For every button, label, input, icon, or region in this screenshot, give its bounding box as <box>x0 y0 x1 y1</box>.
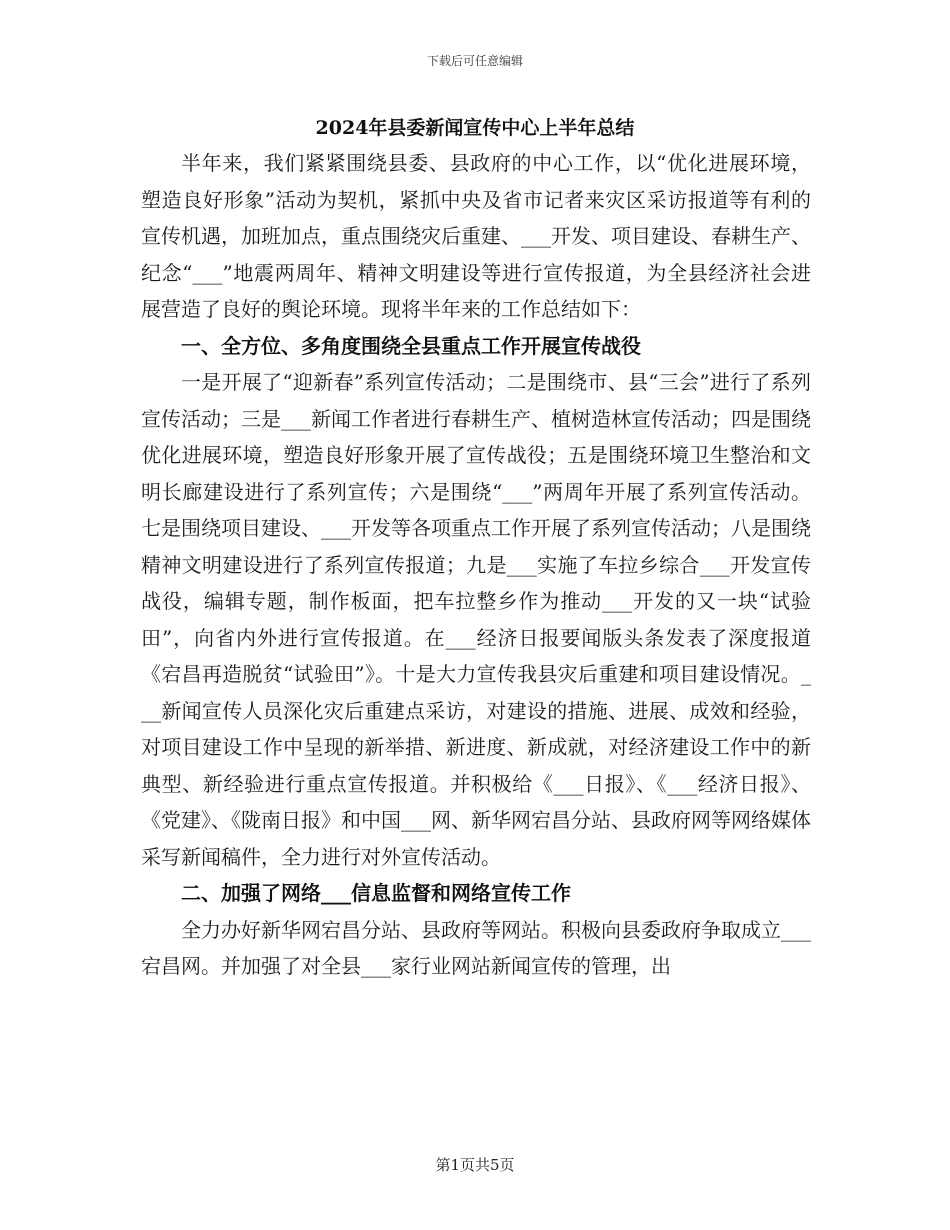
page-header: 下载后可任意编辑 <box>426 54 523 68</box>
document-title: 2024年县委新闻宣传中心上半年总结 <box>315 117 635 139</box>
document-body <box>141 145 811 985</box>
page-number: 第1页共5页 <box>435 1156 515 1174</box>
section-2-heading: 二、加强了网络___信息监督和网络宣传工作 <box>181 881 571 905</box>
section-1-heading: 一、全方位、多角度围绕全县重点工作开展宣传战役 <box>181 333 641 358</box>
section-2-paragraph: 全力办好新华网宕昌分站、县政府等网站。积极向县委政府争取成立___宕昌网。并加强了对全县___家行业网站新闻宣传的管理，出 <box>141 917 811 978</box>
intro-paragraph: 半年来，我们紧紧围绕县委、县政府的中心工作，以“优化进展环境，塑造良好形象”活动为契机，紧抓中央及省市记者来灾区采访报道等有利的宣传机遇，加班加点，重点围绕灾后重建、___开发、项目建设、春耕生产、纪念“___”地震两周年、精神文明建设等进行宣传报道，为全县经济社会进展营造了良好的舆论环境。现将半年来的工作总结如下： <box>141 151 811 321</box>
section-1-paragraph: 一是开展了“迎新春”系列宣传活动；二是围绕市、县“三会”进行了系列宣传活动；三是___新闻工作者进行春耕生产、植树造林宣传活动；四是围绕优化进展环境，塑造良好形象开展了宣传战役；五是围绕环境卫生整治和文明长廊建设进行了系列宣传；六是围绕“___”两周年开展了系列宣传活动。七是围绕项目建设、___开发等各项重点工作开展了系列宣传活动；八是围绕精神文明建设进行了系列宣传报道；九是___实施了车拉乡综合___开发宣传战役，编辑专题，制作板面，把车拉整乡作为推动___开发的又一块“试验田”，向省内外进行宣传报道。在___经济日报要闻版头条发表了深度报道《宕昌再造脱贫“试验田”》。十是大力宣传我县灾后重建和项目建设情况。___新闻宣传人员深化灾后重建点采访，对建设的措施、进展、成效和经验，对项目建设工作中呈现的新举措、新进度、新成就，对经济建设工作中的新典型、新经验进行重点宣传报道。并积极给《___日报》、《___经济日报》、《党建》、《陇南日报》和中国___网、新华网宕昌分站、县政府网等网络媒体采写新闻稿件，全力进行对外宣传活动。 <box>141 370 811 869</box>
